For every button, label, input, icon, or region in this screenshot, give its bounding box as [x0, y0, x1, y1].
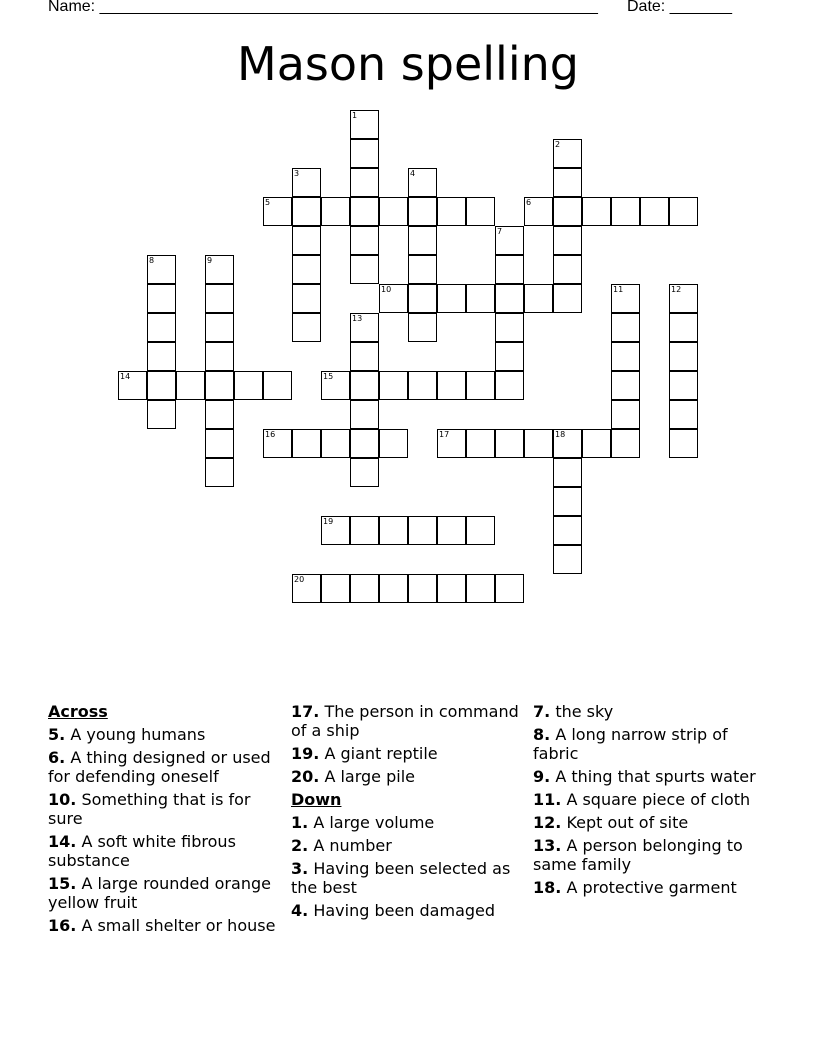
- clue-number: 3.: [291, 859, 309, 878]
- clue-across-20: [291, 767, 531, 786]
- grid-cell[interactable]: [147, 371, 176, 400]
- grid-cell[interactable]: [292, 197, 321, 226]
- clue-down-7: [533, 702, 773, 721]
- cell-number: 17: [439, 430, 450, 439]
- clue-text: A number: [313, 836, 392, 855]
- clue-text: Kept out of site: [566, 813, 689, 832]
- clue-number: 1.: [291, 813, 309, 832]
- clue-text: Having been damaged: [313, 901, 496, 920]
- clue-down-18: [533, 878, 773, 897]
- clue-across-17: [291, 702, 531, 740]
- grid-cell[interactable]: [205, 458, 234, 487]
- grid-cell[interactable]: [350, 168, 379, 197]
- grid-cell[interactable]: [611, 429, 640, 458]
- clue-down-3: [291, 859, 531, 897]
- grid-cell[interactable]: [408, 516, 437, 545]
- grid-cell[interactable]: [466, 371, 495, 400]
- grid-cell[interactable]: [553, 545, 582, 574]
- across-heading: Across: [48, 702, 108, 721]
- grid-cell[interactable]: [205, 342, 234, 371]
- grid-cell[interactable]: [408, 284, 437, 313]
- grid-cell[interactable]: [466, 197, 495, 226]
- grid-cell[interactable]: [147, 255, 176, 284]
- grid-cell[interactable]: [321, 197, 350, 226]
- grid-cell[interactable]: [292, 226, 321, 255]
- grid-cell[interactable]: [495, 284, 524, 313]
- clue-number: 8.: [533, 725, 551, 744]
- clue-number: 10.: [48, 790, 77, 809]
- grid-cell[interactable]: [553, 197, 582, 226]
- clue-text: A large rounded orange yellow fruit: [48, 874, 271, 912]
- clue-text: A giant reptile: [324, 744, 438, 763]
- grid-cell[interactable]: [350, 255, 379, 284]
- cell-number: 5: [265, 198, 271, 207]
- grid-cell[interactable]: [321, 429, 350, 458]
- grid-cell[interactable]: [350, 110, 379, 139]
- grid-cell[interactable]: [553, 429, 582, 458]
- grid-cell[interactable]: [495, 574, 524, 603]
- clue-number: 17.: [291, 702, 320, 721]
- clue-text: A person belonging to same family: [533, 836, 743, 874]
- grid-cell[interactable]: [263, 371, 292, 400]
- clue-across-19: [291, 744, 531, 763]
- clue-down-8: [533, 725, 773, 763]
- clue-number: 15.: [48, 874, 77, 893]
- grid-cell[interactable]: [640, 197, 669, 226]
- grid-cell[interactable]: [350, 400, 379, 429]
- grid-cell[interactable]: [292, 255, 321, 284]
- clue-number: 12.: [533, 813, 562, 832]
- cell-number: 4: [410, 169, 416, 178]
- grid-cell[interactable]: [205, 313, 234, 342]
- clue-number: 16.: [48, 916, 77, 935]
- clue-text: A square piece of cloth: [566, 790, 751, 809]
- clue-text: The person in command of a ship: [291, 702, 519, 740]
- grid-cell[interactable]: [292, 574, 321, 603]
- grid-cell[interactable]: [669, 284, 698, 313]
- grid-cell[interactable]: [495, 429, 524, 458]
- clue-text: A thing that spurts water: [555, 767, 756, 786]
- grid-cell[interactable]: [611, 400, 640, 429]
- grid-cell[interactable]: [524, 284, 553, 313]
- grid-cell[interactable]: [379, 574, 408, 603]
- grid-cell[interactable]: [669, 400, 698, 429]
- clue-number: 4.: [291, 901, 309, 920]
- grid-cell[interactable]: [466, 516, 495, 545]
- grid-cell[interactable]: [321, 371, 350, 400]
- clue-text: Having been selected as the best: [291, 859, 511, 897]
- cell-number: 15: [323, 372, 334, 381]
- clue-text: A thing designed or used for defending oneself: [48, 748, 271, 786]
- grid-cell[interactable]: [292, 429, 321, 458]
- grid-cell[interactable]: [466, 429, 495, 458]
- grid-cell[interactable]: [611, 342, 640, 371]
- clue-text: A large pile: [324, 767, 415, 786]
- grid-cell[interactable]: [147, 400, 176, 429]
- grid-cell[interactable]: [350, 313, 379, 342]
- clue-number: 2.: [291, 836, 309, 855]
- grid-cell[interactable]: [669, 342, 698, 371]
- cell-number: 10: [381, 285, 392, 294]
- grid-cell[interactable]: [350, 197, 379, 226]
- clue-column-3: [533, 702, 773, 901]
- grid-cell[interactable]: [437, 574, 466, 603]
- cell-number: 1: [352, 111, 358, 120]
- grid-cell[interactable]: [437, 284, 466, 313]
- grid-cell[interactable]: [292, 284, 321, 313]
- grid-cell[interactable]: [437, 371, 466, 400]
- clue-down-11: [533, 790, 773, 809]
- grid-cell[interactable]: [147, 342, 176, 371]
- cell-number: 6: [526, 198, 532, 207]
- clue-number: 9.: [533, 767, 551, 786]
- cell-number: 20: [294, 575, 305, 584]
- cell-number: 9: [207, 256, 213, 265]
- clue-text: A young humans: [70, 725, 206, 744]
- grid-cell[interactable]: [524, 429, 553, 458]
- grid-cell[interactable]: [669, 429, 698, 458]
- grid-cell[interactable]: [495, 255, 524, 284]
- grid-cell[interactable]: [553, 284, 582, 313]
- clue-column-2: [291, 702, 531, 924]
- clue-down-13: [533, 836, 773, 874]
- grid-cell[interactable]: [379, 429, 408, 458]
- grid-cell[interactable]: [350, 458, 379, 487]
- grid-cell[interactable]: [495, 342, 524, 371]
- cell-number: 14: [120, 372, 131, 381]
- clue-number: 7.: [533, 702, 551, 721]
- clue-text: Something that is for sure: [48, 790, 251, 828]
- cell-number: 8: [149, 256, 155, 265]
- grid-cell[interactable]: [292, 168, 321, 197]
- clue-text: A protective garment: [566, 878, 737, 897]
- clue-text: A large volume: [313, 813, 435, 832]
- grid-cell[interactable]: [553, 168, 582, 197]
- clue-across-15: [48, 874, 288, 912]
- grid-cell[interactable]: [205, 255, 234, 284]
- grid-cell[interactable]: [553, 487, 582, 516]
- cell-number: 7: [497, 227, 503, 236]
- grid-cell[interactable]: [321, 574, 350, 603]
- grid-cell[interactable]: [379, 516, 408, 545]
- grid-cell[interactable]: [408, 313, 437, 342]
- grid-cell[interactable]: [553, 226, 582, 255]
- grid-cell[interactable]: [350, 516, 379, 545]
- grid-cell[interactable]: [408, 574, 437, 603]
- clue-across-16: [48, 916, 288, 935]
- clue-column-1: [48, 702, 288, 939]
- clue-number: 14.: [48, 832, 77, 851]
- grid-cell[interactable]: [379, 371, 408, 400]
- grid-cell[interactable]: [350, 342, 379, 371]
- grid-cell[interactable]: [176, 371, 205, 400]
- page-title: Mason spelling: [237, 37, 579, 91]
- grid-cell[interactable]: [292, 313, 321, 342]
- down-heading: Down: [291, 790, 342, 809]
- grid-cell[interactable]: [582, 197, 611, 226]
- grid-cell[interactable]: [582, 429, 611, 458]
- grid-cell[interactable]: [553, 458, 582, 487]
- clue-number: 19.: [291, 744, 320, 763]
- clue-number: 18.: [533, 878, 562, 897]
- clue-number: 6.: [48, 748, 66, 767]
- grid-cell[interactable]: [379, 284, 408, 313]
- clue-text: the sky: [555, 702, 614, 721]
- date-field-line: Date: _______: [627, 0, 732, 15]
- grid-cell[interactable]: [350, 371, 379, 400]
- grid-cell[interactable]: [611, 371, 640, 400]
- grid-cell[interactable]: [408, 255, 437, 284]
- grid-cell[interactable]: [495, 313, 524, 342]
- clue-text: A long narrow strip of fabric: [533, 725, 728, 763]
- grid-cell[interactable]: [437, 516, 466, 545]
- grid-cell[interactable]: [669, 197, 698, 226]
- clue-down-12: [533, 813, 773, 832]
- grid-cell[interactable]: [408, 371, 437, 400]
- cell-number: 16: [265, 430, 276, 439]
- grid-cell[interactable]: [205, 371, 234, 400]
- clue-across-6: [48, 748, 288, 786]
- grid-cell[interactable]: [553, 139, 582, 168]
- cell-number: 18: [555, 430, 566, 439]
- cell-number: 2: [555, 140, 561, 149]
- grid-cell[interactable]: [669, 313, 698, 342]
- grid-cell[interactable]: [553, 516, 582, 545]
- grid-cell[interactable]: [524, 197, 553, 226]
- grid-cell[interactable]: [147, 313, 176, 342]
- clue-down-4: [291, 901, 531, 920]
- grid-cell[interactable]: [611, 313, 640, 342]
- clue-down-2: [291, 836, 531, 855]
- cell-number: 11: [613, 285, 624, 294]
- grid-cell[interactable]: [350, 429, 379, 458]
- clue-number: 20.: [291, 767, 320, 786]
- clue-text: A small shelter or house: [81, 916, 276, 935]
- clue-number: 13.: [533, 836, 562, 855]
- grid-cell[interactable]: [350, 226, 379, 255]
- grid-cell[interactable]: [408, 168, 437, 197]
- grid-cell[interactable]: [437, 197, 466, 226]
- clue-number: 5.: [48, 725, 66, 744]
- cell-number: 13: [352, 314, 363, 323]
- clue-down-9: [533, 767, 773, 786]
- grid-cell[interactable]: [611, 197, 640, 226]
- cell-number: 19: [323, 517, 334, 526]
- grid-cell[interactable]: [495, 226, 524, 255]
- grid-cell[interactable]: [147, 284, 176, 313]
- cell-number: 12: [671, 285, 682, 294]
- grid-cell[interactable]: [118, 371, 147, 400]
- grid-cell[interactable]: [669, 371, 698, 400]
- grid-cell[interactable]: [611, 284, 640, 313]
- clue-across-14: [48, 832, 288, 870]
- grid-cell[interactable]: [553, 255, 582, 284]
- grid-cell[interactable]: [350, 574, 379, 603]
- grid-cell[interactable]: [408, 226, 437, 255]
- clue-across-10: [48, 790, 288, 828]
- grid-cell[interactable]: [379, 197, 408, 226]
- grid-cell[interactable]: [263, 429, 292, 458]
- clue-number: 11.: [533, 790, 562, 809]
- grid-cell[interactable]: [466, 574, 495, 603]
- grid-cell[interactable]: [495, 371, 524, 400]
- clue-text: A soft white fibrous substance: [48, 832, 236, 870]
- grid-cell[interactable]: [437, 429, 466, 458]
- grid-cell[interactable]: [205, 400, 234, 429]
- grid-cell[interactable]: [321, 516, 350, 545]
- clue-down-1: [291, 813, 531, 832]
- grid-cell[interactable]: [263, 197, 292, 226]
- clue-across-5: [48, 725, 288, 744]
- name-field-line: Name: ________________________________________________________: [48, 0, 598, 15]
- grid-cell[interactable]: [205, 284, 234, 313]
- grid-cell[interactable]: [205, 429, 234, 458]
- grid-cell[interactable]: [408, 197, 437, 226]
- cell-number: 3: [294, 169, 300, 178]
- grid-cell[interactable]: [234, 371, 263, 400]
- grid-cell[interactable]: [350, 139, 379, 168]
- grid-cell[interactable]: [466, 284, 495, 313]
